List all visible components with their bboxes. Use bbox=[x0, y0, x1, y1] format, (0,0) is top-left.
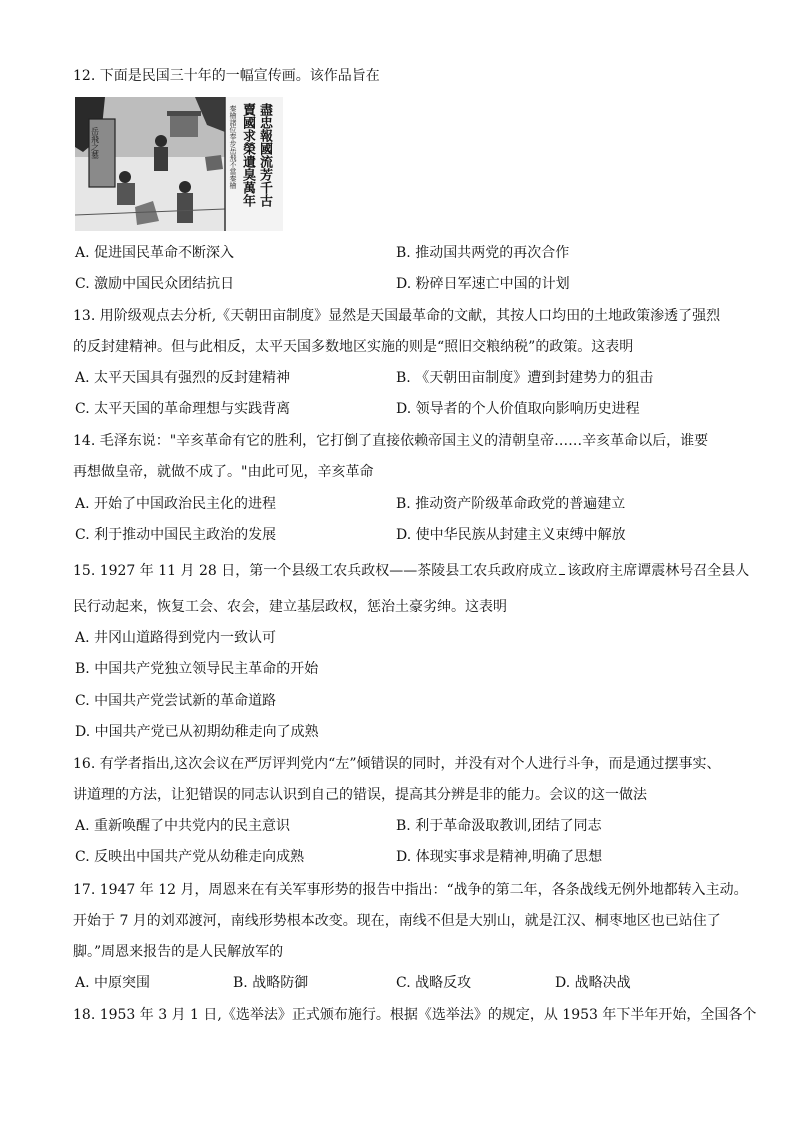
q16-option-a[interactable]: A. 重新唤醒了中共党内的民主意识 bbox=[75, 818, 291, 834]
q12-option-b[interactable]: B. 推动国共两党的再次合作 bbox=[396, 245, 570, 261]
q17-stem-line3: 脚。”周恩来报告的是人民解放军的 bbox=[73, 944, 284, 960]
q17-stem-line1: 17. 1947 年 12 月，周恩来在有关军事形势的报告中指出：“战争的第二年，各条战线无例外地都转入主动。 bbox=[73, 882, 748, 898]
q13-option-d[interactable]: D. 领导者的个人价值取向影响历史进程 bbox=[396, 401, 640, 417]
propaganda-poster-image bbox=[75, 97, 283, 231]
q17-option-c[interactable]: C. 战略反攻 bbox=[396, 975, 472, 991]
q14-option-a[interactable]: A. 开始了中国政治民主化的进程 bbox=[75, 496, 277, 512]
q15-stem-line1a: 15. 1927 年 11 月 28 日，第一个县级工农兵政权——茶陵县工农兵政府成立 bbox=[73, 563, 558, 579]
q17-option-b[interactable]: B. 战略防御 bbox=[233, 975, 309, 991]
q14-stem-line1: 14. 毛泽东说："辛亥革命有它的胜利，它打倒了直接依赖帝国主义的清朝皇帝……辛亥革命以后，谁要 bbox=[73, 433, 709, 449]
q15-blank bbox=[559, 574, 565, 575]
q13-stem-line1: 13. 用阶级观点去分析,《天朝田亩制度》显然是天国最革命的文献，其按人口均田的土地政策渗透了强烈 bbox=[73, 308, 721, 324]
poster-caption-loyal: 盡忠報國流芳千古 bbox=[257, 103, 272, 207]
q15-stem-line2: 民行动起来，恢复工会、农会，建立基层政权，惩治土豪劣绅。这表明 bbox=[73, 599, 507, 615]
q12-stem: 12. 下面是民国三十年的一幅宣传画。该作品旨在 bbox=[73, 68, 380, 84]
q12-option-d[interactable]: D. 粉碎日军速亡中国的计划 bbox=[396, 276, 570, 292]
q15-option-d[interactable]: D. 中国共产党已从初期幼稚走向了成熟 bbox=[75, 724, 319, 740]
q15-stem-line1 bbox=[73, 562, 749, 580]
q13-option-c[interactable]: C. 太平天国的革命理想与实践背离 bbox=[75, 401, 291, 417]
q17-option-a[interactable]: A. 中原突围 bbox=[75, 975, 151, 991]
q14-option-c[interactable]: C. 利于推动中国民主政治的发展 bbox=[75, 527, 277, 543]
q16-option-b[interactable]: B. 利于革命汲取教训,团结了同志 bbox=[396, 818, 602, 834]
q15-option-c[interactable]: C. 中国共产党尝试新的革命道路 bbox=[75, 693, 277, 709]
poster-caption-small: 秦檜諸位奉步岳飛不當秦檜 bbox=[229, 105, 237, 189]
q13-option-b[interactable]: B. 《天朝田亩制度》遭到封建势力的狙击 bbox=[396, 370, 654, 386]
q13-stem-line2: 的反封建精神。但与此相反，太平天国多数地区实施的则是“照旧交粮纳税”的政策。这表明 bbox=[73, 339, 634, 355]
q15-option-b[interactable]: B. 中国共产党独立领导民主革命的开始 bbox=[75, 661, 319, 677]
stele-plaque-text: 岳飛之墓 bbox=[90, 127, 100, 159]
q16-stem-line1: 16. 有学者指出,这次会议在严厉评判党内“左”倾错误的同时，并没有对个人进行斗争，而是通过摆事实、 bbox=[73, 756, 721, 772]
q17-option-d[interactable]: D. 战略决战 bbox=[555, 975, 631, 991]
q16-option-d[interactable]: D. 体现实事求是精神,明确了思想 bbox=[396, 849, 603, 865]
poster-caption-traitor: 賣國求榮遺臭萬年 bbox=[240, 103, 255, 207]
q18-stem-line1: 18. 1953 年 3 月 1 日,《选举法》正式颁布施行。根据《选举法》的规定，从 1953 年下半年开始，全国各个 bbox=[73, 1007, 757, 1023]
q17-stem-line2: 开始于 7 月的刘邓渡河，南线形势根本改变。现在，南线不但是大别山，就是江汉、桐枣地区也已站住了 bbox=[73, 913, 721, 929]
q14-option-d[interactable]: D. 使中华民族从封建主义束缚中解放 bbox=[396, 527, 626, 543]
q12-option-a[interactable]: A. 促进国民革命不断深入 bbox=[75, 245, 235, 261]
q15-option-a[interactable]: A. 井冈山道路得到党内一致认可 bbox=[75, 630, 277, 646]
q16-stem-line2: 讲道理的方法，让犯错误的同志认识到自己的错误，提高其分辨是非的能力。会议的这一做法 bbox=[73, 787, 647, 803]
q14-option-b[interactable]: B. 推动资产阶级革命政党的普遍建立 bbox=[396, 496, 626, 512]
q16-option-c[interactable]: C. 反映出中国共产党从幼稚走向成熟 bbox=[75, 849, 305, 865]
q12-option-c[interactable]: C. 激励中国民众团结抗日 bbox=[75, 276, 235, 292]
q13-option-a[interactable]: A. 太平天国具有强烈的反封建精神 bbox=[75, 370, 291, 386]
q14-stem-line2: 再想做皇帝，就做不成了。"由此可见，辛亥革命 bbox=[73, 464, 374, 480]
q15-stem-line1b: 该政府主席谭震林号召全县人 bbox=[567, 563, 750, 579]
